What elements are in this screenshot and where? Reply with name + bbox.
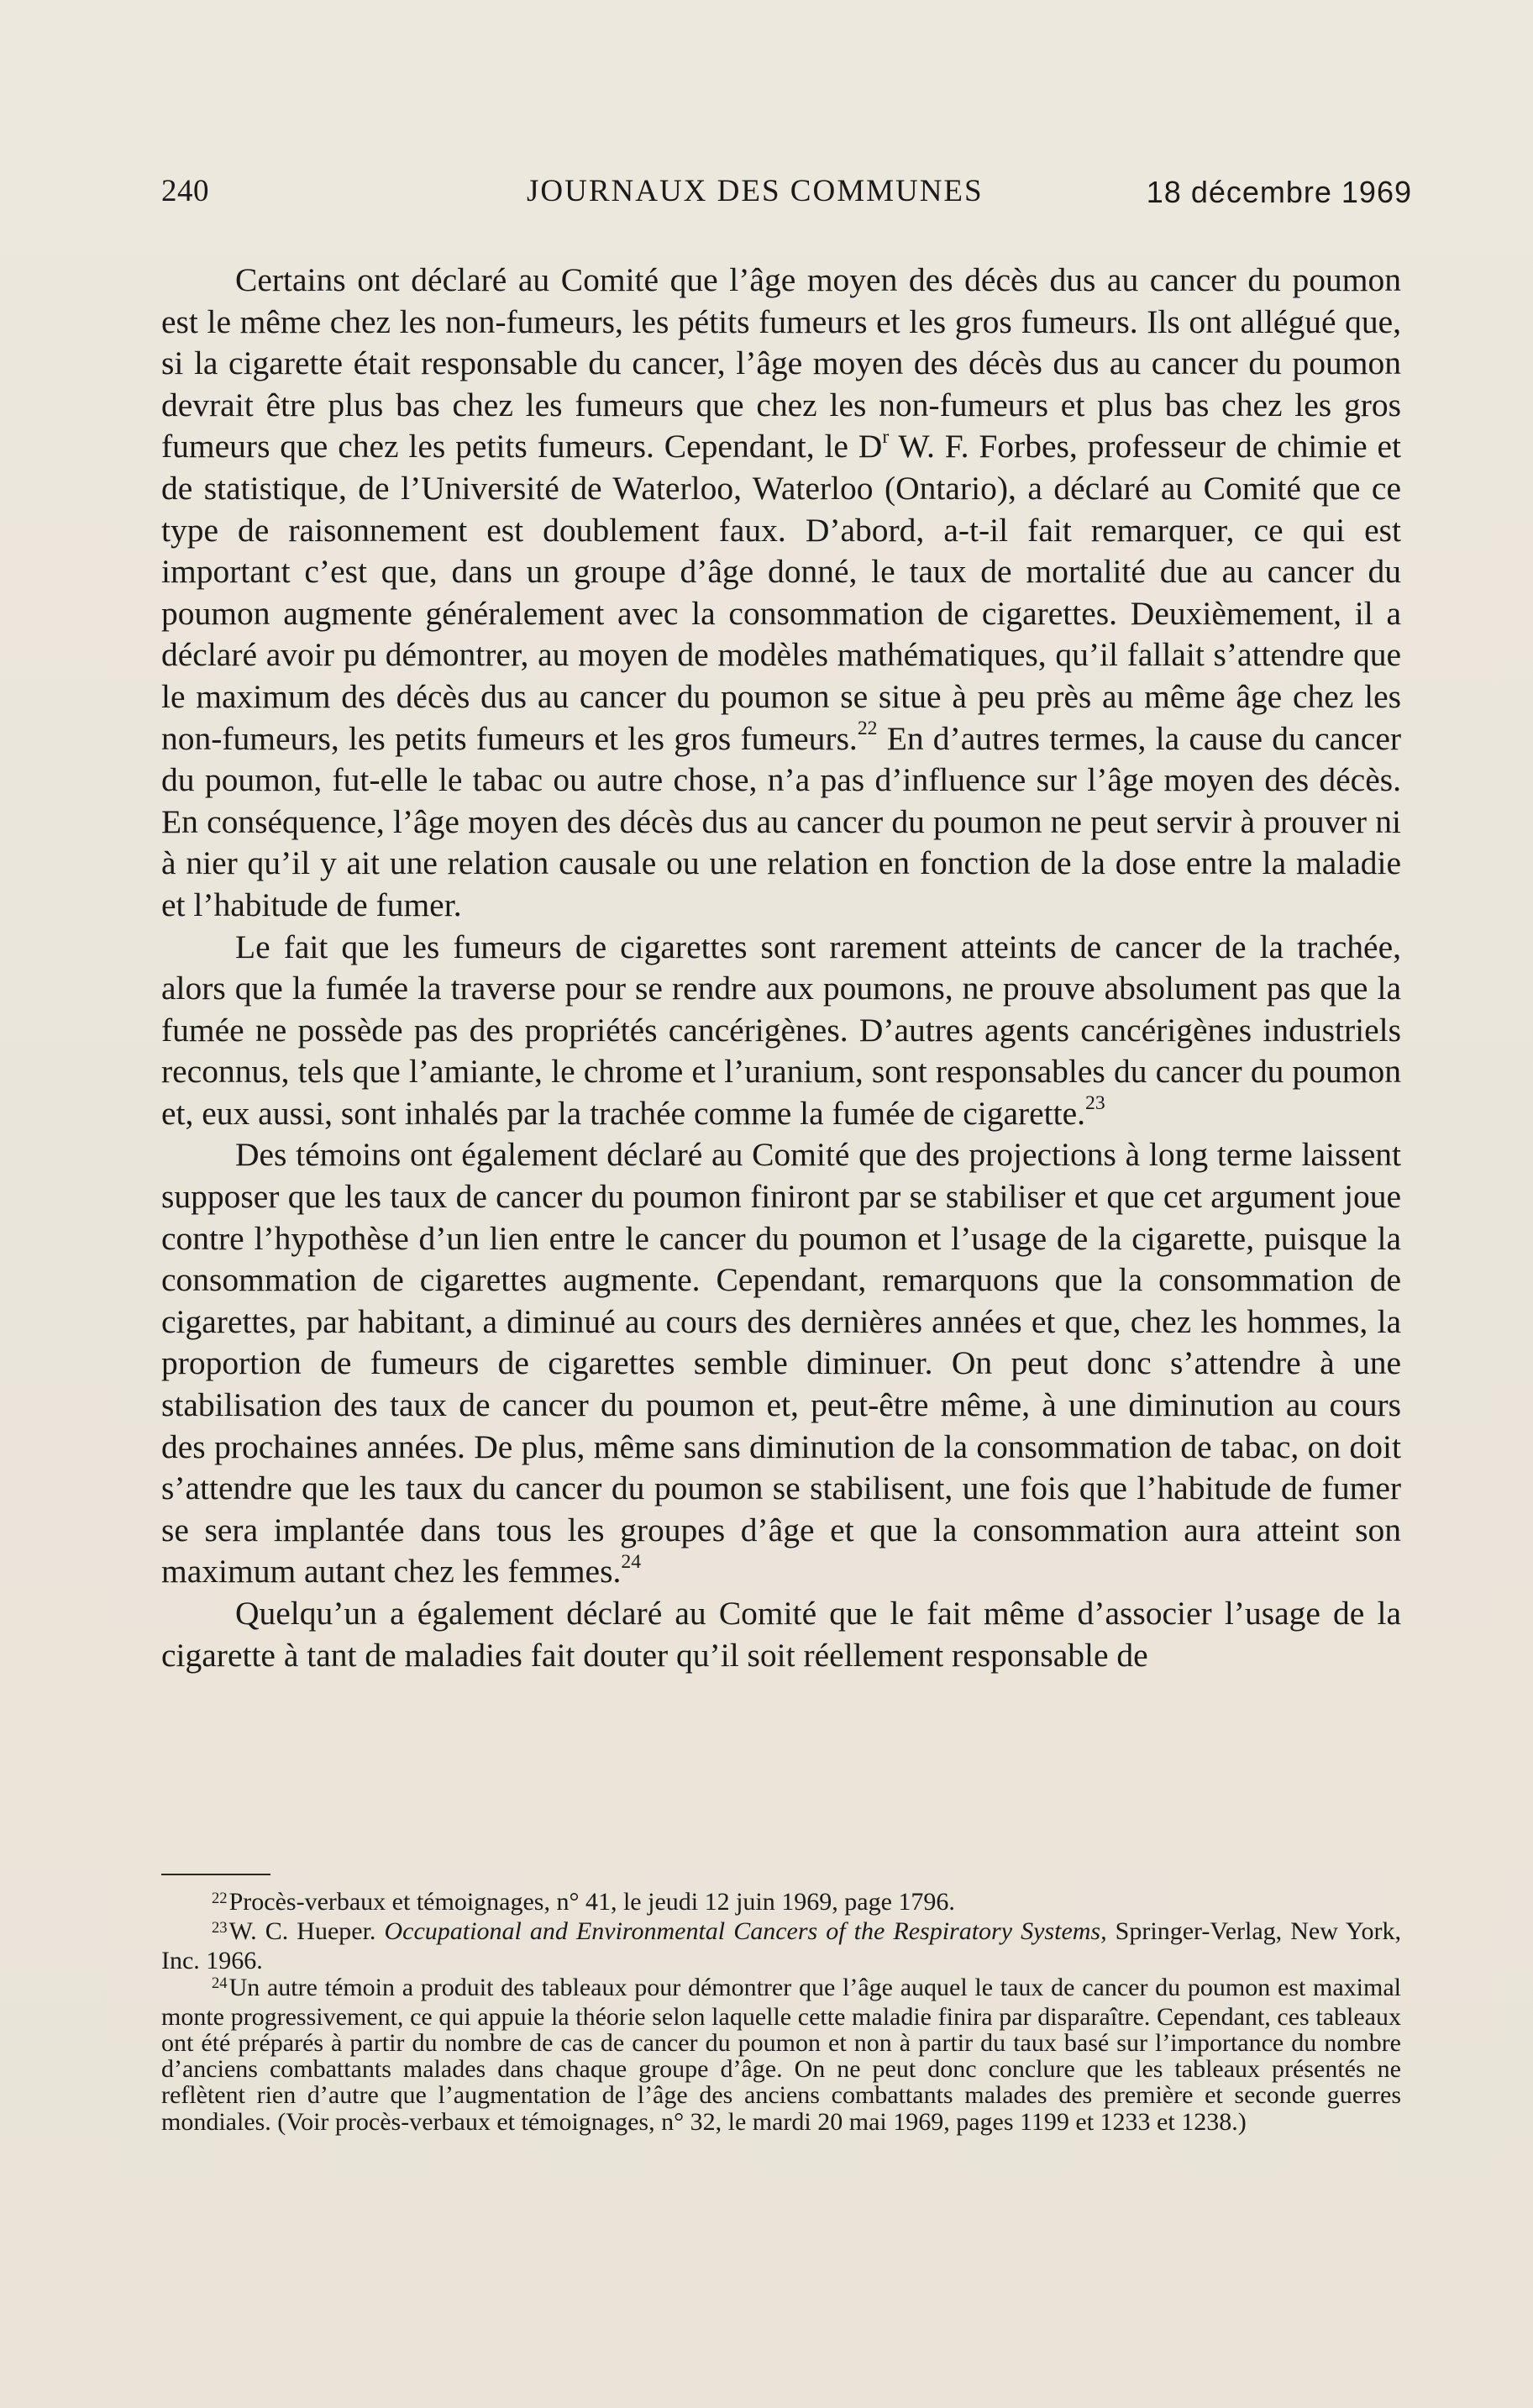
footnote-text: Springer-Verlag, New York, Inc. 1966. xyxy=(161,1917,1402,1975)
paragraph-text: En d’autres termes, la cause du cancer du poumon, fut-elle le tabac ou autre chose, n’a pas d’influence sur l’âge moyen des décès. En conséquence, l’âge moyen des décès dus au cancer du poumon ne peut servir à prouver ni à nier qu’il y ait une relation causale ou une relation en fonction de la dose entre la maladie et l’habitude de fumer. xyxy=(161,719,1401,923)
paragraph xyxy=(161,927,1401,1135)
paragraph xyxy=(161,1593,1401,1676)
footnote xyxy=(161,1974,1401,2135)
footnote-number: 22 xyxy=(212,1889,228,1907)
page-number: 240 xyxy=(161,174,209,208)
page-header xyxy=(161,173,1412,223)
title-superscript: r xyxy=(882,425,890,448)
footnote-book-title: Occupational and Environmental Cancers of the Respiratory Systems, xyxy=(384,1917,1107,1946)
footnote xyxy=(161,1918,1401,1974)
paragraph xyxy=(161,260,1401,927)
footnote-reference: 24 xyxy=(621,1550,642,1573)
running-title: JOURNAUX DES COMMUNES xyxy=(527,174,984,208)
footnote-divider xyxy=(161,1874,270,1875)
paragraph xyxy=(161,1134,1401,1593)
footnote-text: W. C. Hueper. xyxy=(228,1917,385,1946)
footnote-number: 23 xyxy=(212,1918,228,1937)
footnote-reference: 23 xyxy=(1085,1092,1105,1115)
paragraph-text: Quelqu’un a également déclaré au Comité que le fait même d’associer l’usage de la cigarette à tant de maladies fait douter qu’il soit réellement responsable de xyxy=(161,1595,1401,1674)
footnote-text: Un autre témoin a produit des tableaux pour démontrer que l’âge auquel le taux de cancer du poumon est maximal monte progressivement, ce qui appuie la théorie selon laquelle cette maladie finira par disparaître. Cependant, ces tableaux ont été préparés à partir du nombre de cas de cancer du poumon et non à partir du taux basé sur l’importance du nombre d’anciens combattants malades dans chaque groupe d’âge. On ne peut donc conclure que les tableaux présentés ne reflètent rien d’autre que l’augmentation de l’âge des anciens combattants malades des première et seconde guerres mondiales. (Voir procès-verbaux et témoignages, n° 32, le mardi 20 mai 1969, pages 1199 et 1233 et 1238.) xyxy=(161,1973,1401,2136)
paragraph-text: Des témoins ont également déclaré au Comité que des projections à long terme laissent supposer que les taux de cancer du poumon finiront par se stabiliser et que cet argument joue contre l’hypothèse d’un lien entre le cancer du poumon et l’usage de la cigarette, puisque la consommation de cigarettes augmente. Cependant, remarquons que la consommation de cigarettes, par habitant, a diminué au cours des dernières années et que, chez les hommes, la proportion de fumeurs de cigarettes semble diminuer. On peut donc s’attendre à une stabilisation des taux de cancer du poumon et, peut-être même, à une diminution au cours des prochaines années. De plus, même sans diminution de la consommation de tabac, on doit s’attendre que les taux du cancer du poumon se stabilisent, une fois que l’habitude de fumer se sera implantée dans tous les groupes d’âge et que la consommation aura atteint son maximum autant chez les femmes. xyxy=(161,1136,1401,1590)
footnote xyxy=(161,1889,1401,1918)
footnotes xyxy=(161,1889,1401,2135)
paragraph-text: Le fait que les fumeurs de cigarettes sont rarement atteints de cancer de la trachée, alors que la fumée la traverse pour se rendre aux poumons, ne prouve absolument pas que la fumée ne possède pas des propriétés cancérigènes. D’autres agents cancérigènes industriels reconnus, tels que l’amiante, le chrome et l’uranium, sont responsables du cancer du poumon et, eux aussi, sont inhalés par la trachée comme la fumée de cigarette. xyxy=(161,928,1401,1132)
footnote-number: 24 xyxy=(212,1974,228,1993)
paragraph-text: Certains ont déclaré au Comité que l’âge moyen des décès dus au cancer du poumon est le même chez les non-fumeurs, les pétits fumeurs et les gros fumeurs. Ils ont allégué que, si la cigarette était responsable du cancer, l’âge moyen des décès dus au cancer du poumon devrait être plus bas chez les fumeurs que chez les non-fumeurs et plus bas chez les gros fumeurs que chez les petits fumeurs. Cependant, le D xyxy=(161,261,1401,465)
body-text xyxy=(161,260,1401,1676)
footnote-reference: 22 xyxy=(857,717,878,739)
paragraph-text: W. F. Forbes, professeur de chimie et de statistique, de l’Université de Waterloo, Waterloo (Ontario), a déclaré au Comité que ce type de raisonnement est doublement faux. D’abord, a-t-il fait remarquer, ce qui est important c’est que, dans un groupe d’âge donné, le taux de mortalité due au cancer du poumon augmente généralement avec la consommation de cigarettes. Deuxièmement, il a déclaré avoir pu démontrer, au moyen de modèles mathématiques, qu’il fallait s’attendre que le maximum des décès dus au cancer du poumon se situe à peu près au même âge chez les non-fumeurs, les petits fumeurs et les gros fumeurs. xyxy=(161,428,1401,757)
header-date: 18 décembre 1969 xyxy=(1146,175,1412,209)
footnote-text: Procès-verbaux et témoignages, n° 41, le jeudi 12 juin 1969, page 1796. xyxy=(228,1888,955,1916)
